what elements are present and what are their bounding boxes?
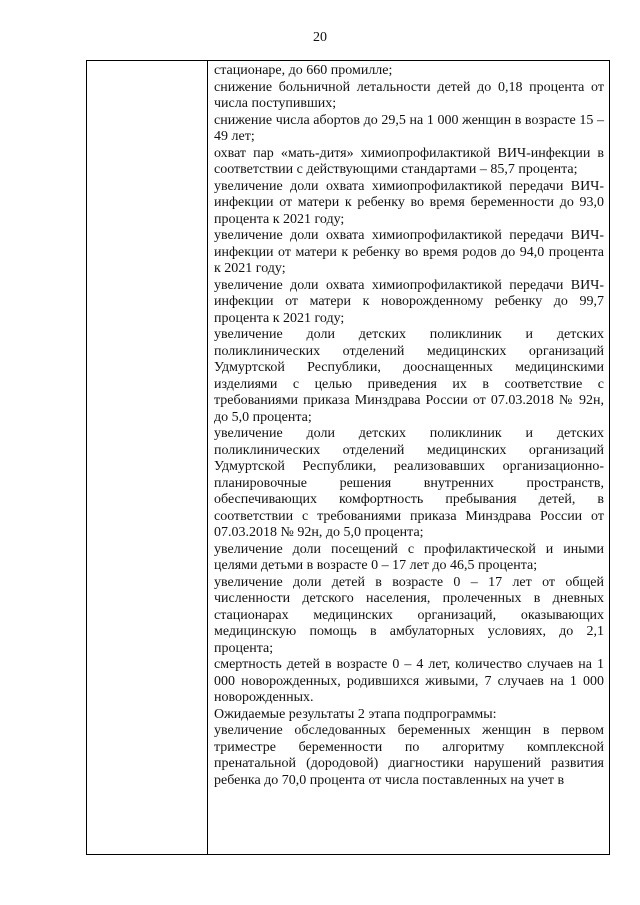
text-paragraph: увеличение доли детских поликлиник и детских поликлинических отделений медицинских организаций Удмуртской Республики, реализовавших организационно-планировочные решения внутренних пространств, обеспечивающих комфортность пребывания детей, в соответствии с требованиями приказа Минздрава России от 07.03.2018 № 92н, до 5,0 процента; bbox=[214, 426, 604, 540]
section-heading: Ожидаемые результаты 2 этапа подпрограммы: bbox=[214, 706, 497, 722]
text-paragraph: увеличение доли охвата химиопрофилактикой передачи ВИЧ-инфекции от матери к ребенку во время родов до 94,0 процента к 2021 году; bbox=[214, 228, 604, 276]
table-right-cell bbox=[214, 63, 604, 789]
column-divider bbox=[207, 61, 208, 854]
text-paragraph: увеличение доли охвата химиопрофилактикой передачи ВИЧ-инфекции от матери к ребенку во время беременности до 93,0 процента к 2021 году; bbox=[214, 178, 604, 227]
text-paragraph: увеличение доли детей в возрасте 0 – 17 лет от общей численности детского населения, пролеченных в дневных стационарах медицинских организаций, оказывающих медицинскую помощь в амбулаторных условиях, до 2,1 процента; bbox=[214, 574, 604, 656]
text-paragraph: смертность детей в возрасте 0 – 4 лет, количество случаев на 1 000 новорожденных, родившихся живыми, 7 случаев на 1 000 новорожденных. bbox=[214, 657, 604, 705]
text-paragraph: стационаре, до 660 промилле; bbox=[214, 63, 393, 78]
text-paragraph: увеличение доли охвата химиопрофилактикой передачи ВИЧ-инфекции от матери к новорожденному ребенку до 99,7 процента к 2021 году; bbox=[214, 277, 604, 326]
page-number: 20 bbox=[313, 30, 327, 45]
text-paragraph: увеличение доли детских поликлиник и детских поликлинических отделений медицинских организаций Удмуртской Республики, дооснащенных медицинскими изделиями с целью приведения их в соответствие с требованиями приказа Минздрава России от 07.03.2018 № 92н, до 5,0 процента; bbox=[214, 327, 604, 425]
text-paragraph: снижение числа абортов до 29,5 на 1 000 женщин в возрасте 15 – 49 лет; bbox=[214, 112, 604, 144]
text-paragraph: охват пар «мать-дитя» химиопрофилактикой ВИЧ-инфекции в соответствии с действующими стандартами – 85,7 процента; bbox=[214, 145, 604, 177]
text-paragraph: увеличение доли посещений с профилактической и иными целями детьми в возрасте 0 – 17 лет до 46,5 процента; bbox=[214, 541, 604, 573]
table-left-cell bbox=[87, 61, 207, 854]
document-table bbox=[86, 60, 610, 855]
text-paragraph: снижение больничной летальности детей до 0,18 процента от числа поступивших; bbox=[214, 79, 604, 111]
text-paragraph: увеличение обследованных беременных женщин в первом триместре беременности по алгоритму комплексной пренатальной (дородовой) диагностики нарушений развития ребенка до 70,0 процента от числа поставленных на учет в bbox=[214, 723, 604, 788]
